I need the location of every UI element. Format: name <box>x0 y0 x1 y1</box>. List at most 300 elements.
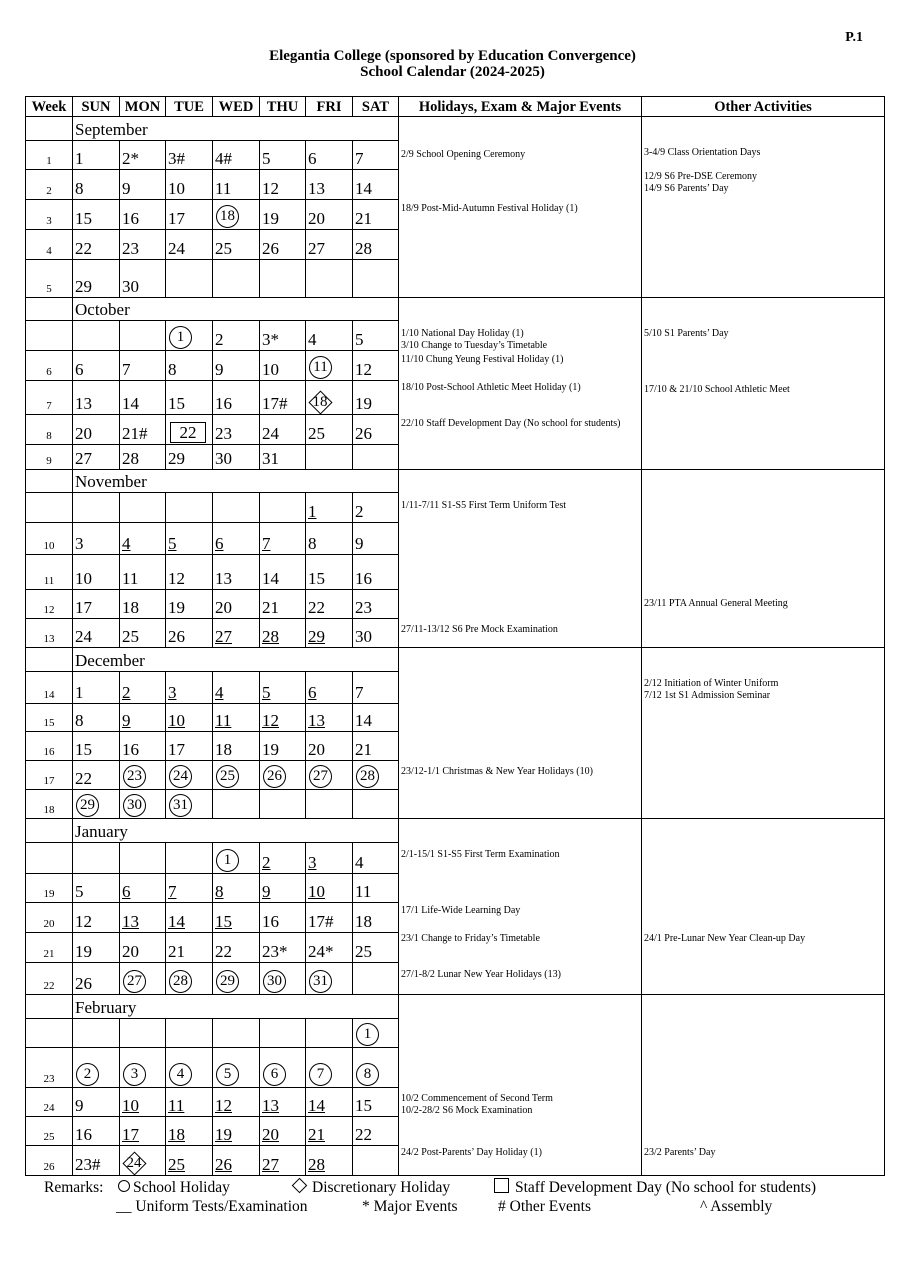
day-cell-wed <box>213 732 260 761</box>
day-cell-wed <box>213 933 260 963</box>
day-cell-sat <box>353 732 399 761</box>
day-cell-thu <box>260 671 306 703</box>
day-cell-fri <box>306 170 353 200</box>
day-cell-thu <box>260 445 306 470</box>
week-number: 2 <box>26 170 73 200</box>
school-holiday-day: 30 <box>263 970 286 993</box>
day-number: 2 <box>355 502 364 522</box>
day-cell-fri <box>306 790 353 819</box>
day-cell-mon <box>120 761 166 790</box>
header-holidays: Holidays, Exam & Major Events <box>399 97 642 117</box>
day-number: 11 <box>355 882 372 902</box>
day-cell-sat <box>353 230 399 260</box>
event-item: 18/9 Post-Mid-Autumn Festival Holiday (1) <box>401 203 578 214</box>
day-cell-tue <box>166 590 213 619</box>
activity-item: 12/9 S6 Pre-DSE Ceremony <box>644 171 758 182</box>
day-cell-thu <box>260 873 306 903</box>
day-cell-sat <box>353 260 399 297</box>
day-number: 3* <box>262 329 279 349</box>
day-cell-mon <box>120 350 166 380</box>
day-cell-fri <box>306 619 353 648</box>
uniform-test-day: 6 <box>215 534 224 554</box>
day-number: 8 <box>308 534 317 554</box>
week-number: 1 <box>26 140 73 170</box>
school-holiday-day: 1 <box>216 849 239 872</box>
week-number: 3 <box>26 200 73 230</box>
uniform-test-day: 2 <box>262 852 271 872</box>
day-cell-mon <box>120 380 166 414</box>
activity-item: 24/1 Pre-Lunar New Year Clean-up Day <box>644 933 806 945</box>
event-item: 2/1-15/1 S1-S5 First Term Examination <box>401 849 560 861</box>
day-cell-sat <box>353 1018 399 1047</box>
uniform-test-day: 12 <box>262 711 279 731</box>
uniform-test-day: 7 <box>168 882 177 902</box>
day-cell-thu <box>260 963 306 995</box>
day-cell-sun <box>73 555 120 590</box>
day-cell-wed <box>213 200 260 230</box>
event-item: 22/10 Staff Development Day (No school for students) <box>401 417 621 429</box>
day-cell-wed <box>213 671 260 703</box>
day-cell-wed <box>213 445 260 470</box>
day-number: 16 <box>355 569 372 589</box>
day-cell-wed <box>213 590 260 619</box>
day-cell-sun <box>73 790 120 819</box>
day-cell-sun <box>73 963 120 995</box>
day-number: 13 <box>215 569 232 589</box>
day-number: 5 <box>75 882 84 902</box>
day-cell-tue <box>166 321 213 351</box>
day-number: 3 <box>75 534 84 554</box>
school-holiday-day: 29 <box>76 794 99 817</box>
school-holiday-day: 7 <box>309 1063 332 1086</box>
day-number: 5 <box>262 149 271 169</box>
day-cell-tue <box>166 1018 213 1047</box>
day-number: 24 <box>126 1155 142 1171</box>
week-cell <box>26 995 73 1019</box>
event-item: 2/9 School Opening Ceremony <box>401 149 526 160</box>
day-cell-thu <box>260 523 306 555</box>
school-holiday-day: 11 <box>309 356 332 379</box>
week-number: 26 <box>26 1146 73 1176</box>
uniform-test-day: 6 <box>122 882 131 902</box>
day-number: 23 <box>122 239 139 259</box>
day-cell-mon <box>120 732 166 761</box>
legend-discretionary-holiday: Discretionary Holiday <box>294 1178 450 1197</box>
week-number: 11 <box>26 555 73 590</box>
uniform-test-day: 28 <box>308 1155 325 1174</box>
calendar-body <box>26 117 885 1176</box>
header-sat: SAT <box>353 97 399 117</box>
week-number: 14 <box>26 671 73 703</box>
day-number: 1 <box>75 682 84 702</box>
page-number: P.1 <box>845 30 863 45</box>
day-cell-fri <box>306 1117 353 1146</box>
day-cell-sun <box>73 350 120 380</box>
day-cell-sat <box>353 350 399 380</box>
day-number: 17 <box>168 209 185 229</box>
day-number: 22 <box>75 239 92 259</box>
week-number: 23 <box>26 1047 73 1088</box>
week-number <box>26 321 73 351</box>
legend-major-events: * Major Events <box>362 1198 458 1215</box>
day-number: 29 <box>75 276 92 296</box>
month-row-october <box>26 297 885 321</box>
week-number: 9 <box>26 445 73 470</box>
legend-uniform-tests: __ Uniform Tests/Examination <box>116 1198 308 1215</box>
month-row-december <box>26 648 885 672</box>
day-cell-tue <box>166 963 213 995</box>
day-cell-wed <box>213 903 260 933</box>
day-cell-sun <box>73 493 120 523</box>
day-cell-sat <box>353 1117 399 1146</box>
day-number: 19 <box>168 598 185 618</box>
day-cell-fri <box>306 963 353 995</box>
day-cell-thu <box>260 415 306 445</box>
week-number: 4 <box>26 230 73 260</box>
week-cell <box>26 648 73 672</box>
day-cell-sat <box>353 761 399 790</box>
uniform-test-day: 4 <box>122 534 131 554</box>
day-number: 10 <box>75 569 92 589</box>
week-number: 6 <box>26 350 73 380</box>
month-row-february <box>26 995 885 1019</box>
day-cell-thu <box>260 555 306 590</box>
day-cell-thu <box>260 170 306 200</box>
day-cell-fri <box>306 1088 353 1117</box>
day-number: 20 <box>122 942 139 962</box>
activity-item: 17/10 & 21/10 School Athletic Meet <box>644 383 790 395</box>
day-number: 21 <box>355 209 372 229</box>
day-number: 7 <box>122 359 131 379</box>
day-cell-wed <box>213 790 260 819</box>
day-cell-wed <box>213 230 260 260</box>
day-number: 2 <box>215 329 224 349</box>
week-number: 15 <box>26 703 73 732</box>
day-cell-fri <box>306 933 353 963</box>
day-cell-tue <box>166 703 213 732</box>
school-holiday-day: 27 <box>123 970 146 993</box>
day-number: 15 <box>308 569 325 589</box>
school-holiday-day: 1 <box>169 326 192 349</box>
header-sun: SUN <box>73 97 120 117</box>
day-number: 24 <box>168 239 185 259</box>
day-number: 20 <box>75 424 92 444</box>
day-cell-sat <box>353 903 399 933</box>
month-name-october: October <box>73 297 399 321</box>
day-number: 12 <box>168 569 185 589</box>
day-cell-thu <box>260 842 306 873</box>
day-cell-wed <box>213 619 260 648</box>
day-number: 4 <box>355 852 364 872</box>
day-cell-tue <box>166 1047 213 1088</box>
day-number: 25 <box>355 942 372 962</box>
day-cell-fri <box>306 732 353 761</box>
day-number: 23 <box>355 598 372 618</box>
day-cell-wed <box>213 380 260 414</box>
activity-item: 7/12 1st S1 Admission Seminar <box>644 690 771 702</box>
week-number: 12 <box>26 590 73 619</box>
events-cell-october <box>399 297 642 469</box>
day-number: 12 <box>75 912 92 932</box>
calendar-table <box>25 96 885 1176</box>
other-activities-cell-december <box>642 648 885 819</box>
day-number: 3# <box>168 149 185 169</box>
day-cell-thu <box>260 732 306 761</box>
day-cell-fri <box>306 350 353 380</box>
uniform-test-day: 3 <box>168 682 177 702</box>
school-holiday-day: 31 <box>169 794 192 817</box>
header-fri: FRI <box>306 97 353 117</box>
uniform-test-day: 1 <box>308 502 317 522</box>
day-number: 14 <box>262 569 279 589</box>
day-cell-fri <box>306 140 353 170</box>
uniform-test-day: 18 <box>168 1125 185 1144</box>
day-cell-wed <box>213 761 260 790</box>
day-cell-tue <box>166 415 213 445</box>
uniform-test-day: 14 <box>168 912 185 932</box>
day-cell-sun <box>73 761 120 790</box>
day-cell-fri <box>306 230 353 260</box>
day-cell-sun <box>73 523 120 555</box>
day-number: 20 <box>215 598 232 618</box>
day-cell-wed <box>213 523 260 555</box>
school-holiday-day: 25 <box>216 765 239 788</box>
title-school: Elegantia College (sponsored by Education Convergence) <box>269 48 636 64</box>
day-cell-fri <box>306 200 353 230</box>
day-cell-mon <box>120 260 166 297</box>
uniform-test-day: 15 <box>215 912 232 932</box>
uniform-test-day: 26 <box>215 1155 232 1174</box>
day-cell-wed <box>213 1146 260 1176</box>
day-cell-sun <box>73 1047 120 1088</box>
day-cell-tue <box>166 761 213 790</box>
day-cell-mon <box>120 619 166 648</box>
school-holiday-day: 5 <box>216 1063 239 1086</box>
day-cell-sat <box>353 170 399 200</box>
day-cell-tue <box>166 903 213 933</box>
day-number: 19 <box>262 209 279 229</box>
day-cell-tue <box>166 933 213 963</box>
day-cell-sat <box>353 963 399 995</box>
day-cell-thu <box>260 703 306 732</box>
day-cell-fri <box>306 1047 353 1088</box>
day-number: 13 <box>75 394 92 414</box>
uniform-test-day: 2 <box>122 682 131 702</box>
day-cell-sat <box>353 790 399 819</box>
remarks-label: Remarks: <box>44 1179 104 1196</box>
day-cell-thu <box>260 590 306 619</box>
school-holiday-day: 8 <box>356 1063 379 1086</box>
day-cell-tue <box>166 350 213 380</box>
day-cell-fri <box>306 873 353 903</box>
day-number: 11 <box>122 569 139 589</box>
day-cell-sun <box>73 200 120 230</box>
day-number: 8 <box>75 711 84 731</box>
week-number <box>26 1018 73 1047</box>
school-holiday-day: 31 <box>309 970 332 993</box>
day-cell-thu <box>260 493 306 523</box>
day-cell-thu <box>260 350 306 380</box>
day-cell-fri <box>306 380 353 414</box>
day-cell-tue <box>166 555 213 590</box>
week-number: 5 <box>26 260 73 297</box>
week-number: 8 <box>26 415 73 445</box>
uniform-test-day: 4 <box>215 682 224 702</box>
uniform-test-day: 5 <box>262 682 271 702</box>
day-number: 20 <box>308 740 325 760</box>
day-cell-sat <box>353 590 399 619</box>
school-holiday-day: 29 <box>216 970 239 993</box>
day-number: 21 <box>262 598 279 618</box>
day-cell-sun <box>73 415 120 445</box>
week-cell <box>26 297 73 321</box>
day-cell-sun <box>73 230 120 260</box>
day-number: 30 <box>122 276 139 296</box>
day-number: 8 <box>168 359 177 379</box>
day-number: 25 <box>215 239 232 259</box>
day-cell-wed <box>213 350 260 380</box>
week-cell <box>26 819 73 843</box>
day-number: 15 <box>75 209 92 229</box>
day-cell-mon <box>120 1146 166 1176</box>
event-item: 23/1 Change to Friday’s Timetable <box>401 933 540 945</box>
day-number: 7 <box>355 682 364 702</box>
day-number: 24* <box>308 942 334 962</box>
uniform-test-day: 8 <box>215 882 224 902</box>
month-name-november: November <box>73 469 399 493</box>
day-cell-wed <box>213 703 260 732</box>
discretionary-holiday-day <box>123 1152 145 1174</box>
header-other-activities: Other Activities <box>642 97 885 117</box>
activity-item: 2/12 Initiation of Winter Uniform <box>644 678 779 690</box>
day-cell-sun <box>73 671 120 703</box>
activity-item: 14/9 S6 Parents’ Day <box>644 183 729 194</box>
school-holiday-day: 30 <box>123 794 146 817</box>
day-cell-thu <box>260 903 306 933</box>
header-thu: THU <box>260 97 306 117</box>
day-cell-mon <box>120 230 166 260</box>
day-cell-sat <box>353 873 399 903</box>
uniform-test-day: 13 <box>262 1096 279 1116</box>
day-number: 29 <box>168 448 185 468</box>
day-number: 25 <box>308 424 325 444</box>
uniform-test-day: 13 <box>308 711 325 731</box>
week-number: 24 <box>26 1088 73 1117</box>
month-row-january <box>26 819 885 843</box>
day-cell-sun <box>73 933 120 963</box>
uniform-test-day: 13 <box>122 912 139 932</box>
day-number: 24 <box>262 424 279 444</box>
uniform-test-day: 27 <box>215 627 232 647</box>
day-cell-mon <box>120 873 166 903</box>
day-number: 16 <box>122 740 139 760</box>
day-cell-wed <box>213 1117 260 1146</box>
header-row <box>26 97 885 117</box>
day-cell-sat <box>353 493 399 523</box>
day-cell-sat <box>353 842 399 873</box>
month-row-september <box>26 117 885 141</box>
day-number: 18 <box>215 740 232 760</box>
day-cell-fri <box>306 321 353 351</box>
uniform-test-day: 9 <box>122 711 131 731</box>
day-cell-tue <box>166 493 213 523</box>
other-activities-cell-february <box>642 995 885 1176</box>
day-number: 25 <box>122 627 139 647</box>
day-cell-wed <box>213 555 260 590</box>
day-cell-tue <box>166 873 213 903</box>
day-cell-fri <box>306 493 353 523</box>
day-cell-thu <box>260 260 306 297</box>
week-number: 21 <box>26 933 73 963</box>
day-cell-sun <box>73 842 120 873</box>
day-cell-thu <box>260 619 306 648</box>
header-week: Week <box>26 97 73 117</box>
uniform-test-day: 14 <box>308 1096 325 1116</box>
day-cell-sat <box>353 671 399 703</box>
day-cell-fri <box>306 445 353 470</box>
event-item: 27/1-8/2 Lunar New Year Holidays (13) <box>401 969 561 981</box>
day-cell-mon <box>120 1047 166 1088</box>
day-cell-mon <box>120 493 166 523</box>
day-cell-wed <box>213 415 260 445</box>
legend-school-holiday: School Holiday <box>118 1178 230 1197</box>
uniform-test-day: 19 <box>215 1125 232 1144</box>
uniform-test-day: 11 <box>168 1096 185 1116</box>
day-cell-mon <box>120 523 166 555</box>
uniform-test-day: 12 <box>215 1096 232 1116</box>
day-number: 22 <box>355 1125 372 1144</box>
month-name-september: September <box>73 117 399 141</box>
day-number: 26 <box>262 239 279 259</box>
day-cell-sun <box>73 260 120 297</box>
day-number: 22 <box>75 769 92 789</box>
day-cell-wed <box>213 873 260 903</box>
day-number: 4# <box>215 149 232 169</box>
day-number: 17# <box>262 394 288 414</box>
day-number: 26 <box>75 974 92 994</box>
day-cell-mon <box>120 200 166 230</box>
day-cell-mon <box>120 903 166 933</box>
square-icon <box>494 1178 509 1193</box>
day-cell-wed <box>213 842 260 873</box>
day-number: 10 <box>262 359 279 379</box>
school-holiday-day: 4 <box>169 1063 192 1086</box>
day-cell-thu <box>260 140 306 170</box>
day-number: 16 <box>215 394 232 414</box>
day-cell-fri <box>306 703 353 732</box>
day-number: 26 <box>168 627 185 647</box>
day-cell-sun <box>73 380 120 414</box>
uniform-test-day: 7 <box>262 534 271 554</box>
uniform-test-day: 10 <box>308 882 325 902</box>
uniform-test-day: 20 <box>262 1125 279 1144</box>
day-number: 21 <box>355 740 372 760</box>
day-cell-fri <box>306 842 353 873</box>
day-cell-fri <box>306 590 353 619</box>
school-holiday-day: 6 <box>263 1063 286 1086</box>
day-number: 13 <box>308 179 325 199</box>
day-cell-sun <box>73 732 120 761</box>
day-number: 10 <box>168 179 185 199</box>
discretionary-holiday-day <box>309 391 331 413</box>
day-number: 30 <box>355 627 372 647</box>
week-number: 19 <box>26 873 73 903</box>
day-cell-fri <box>306 523 353 555</box>
day-number: 15 <box>355 1096 372 1116</box>
legend-other-events: # Other Events <box>498 1198 591 1215</box>
day-number: 9 <box>215 359 224 379</box>
day-number: 23# <box>75 1155 101 1174</box>
